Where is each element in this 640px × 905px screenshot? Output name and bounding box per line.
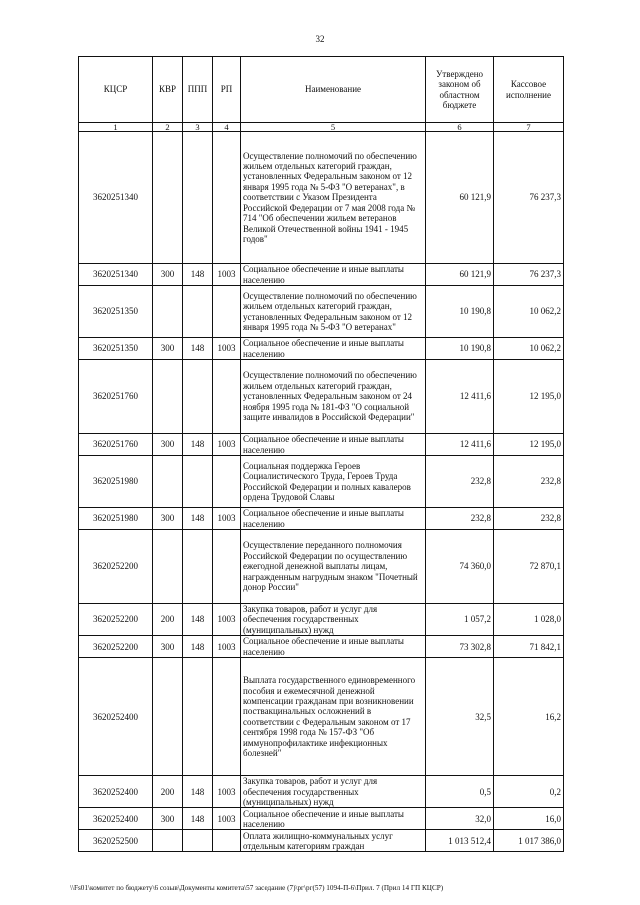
header-kcsr: КЦСР: [79, 57, 153, 123]
ppp-cell: 148: [183, 264, 213, 286]
approved-amount: 60 121,9: [426, 132, 494, 264]
execution-amount: 10 062,2: [494, 338, 564, 360]
name-cell: Оплата жилищно-коммунальных услуг отдельным категориям граждан: [241, 830, 426, 852]
kvr-cell: 300: [153, 338, 183, 360]
approved-amount: 60 121,9: [426, 264, 494, 286]
execution-amount: 16,2: [494, 658, 564, 776]
table-row: [79, 830, 564, 852]
table-row: [79, 808, 564, 830]
rp-cell: [213, 286, 241, 338]
file-path-footer: \\Fs01\комитет по бюджету\6 созыв\Документы комитета\57 заседание (7)\рг\рг(57) 1094-П-6\Прил. 7 (Прил 14 ГП КЦСР): [70, 884, 444, 892]
column-number: 5: [241, 123, 426, 132]
ppp-cell: [183, 132, 213, 264]
budget-table: [78, 56, 564, 852]
header-execution: Кассовое исполнение: [494, 57, 564, 123]
approved-amount: 32,0: [426, 808, 494, 830]
approved-amount: 232,8: [426, 508, 494, 530]
kvr-cell: 300: [153, 636, 183, 658]
kvr-cell: [153, 132, 183, 264]
column-number: 2: [153, 123, 183, 132]
execution-amount: 0,2: [494, 776, 564, 808]
column-number: 3: [183, 123, 213, 132]
kcsr-cell: 3620252500: [79, 830, 153, 852]
kcsr-cell: 3620251760: [79, 360, 153, 434]
execution-amount: 72 870,1: [494, 530, 564, 604]
ppp-cell: [183, 830, 213, 852]
name-cell: Социальная поддержка Героев Социалистического Труда, Героев Труда Российской Федерации и полных кавалеров ордена Трудовой Славы: [241, 456, 426, 508]
table-row: [79, 636, 564, 658]
kvr-cell: [153, 456, 183, 508]
kcsr-cell: 3620251350: [79, 286, 153, 338]
table-row: [79, 658, 564, 776]
header-name: Наименование: [241, 57, 426, 123]
rp-cell: [213, 658, 241, 776]
ppp-cell: [183, 360, 213, 434]
execution-amount: 12 195,0: [494, 360, 564, 434]
kvr-cell: 300: [153, 264, 183, 286]
ppp-cell: 148: [183, 508, 213, 530]
name-cell: Осуществление полномочий по обеспечению жильем отдельных категорий граждан, установленных Федеральным законом от 12 января 1995 года № 5-ФЗ "О ветеранах": [241, 286, 426, 338]
table-row: [79, 604, 564, 636]
approved-amount: 12 411,6: [426, 434, 494, 456]
table-row: [79, 456, 564, 508]
kcsr-cell: 3620251340: [79, 132, 153, 264]
name-cell: Осуществление переданного полномочия Российской Федерации по осуществлению ежегодной денежной выплаты лицам, награжденным нагрудным знаком "Почетный донор России": [241, 530, 426, 604]
kcsr-cell: 3620252200: [79, 604, 153, 636]
execution-amount: 71 842,1: [494, 636, 564, 658]
execution-amount: 16,0: [494, 808, 564, 830]
execution-amount: 10 062,2: [494, 286, 564, 338]
rp-cell: 1003: [213, 264, 241, 286]
approved-amount: 12 411,6: [426, 360, 494, 434]
kcsr-cell: 3620251340: [79, 264, 153, 286]
header-row: [79, 57, 564, 123]
kcsr-cell: 3620251980: [79, 456, 153, 508]
rp-cell: 1003: [213, 604, 241, 636]
column-number: 7: [494, 123, 564, 132]
rp-cell: [213, 360, 241, 434]
name-cell: Осуществление полномочий по обеспечению жильем отдельных категорий граждан, установленных Федеральным законом от 24 ноября 1995 года № 181-ФЗ "О социальной защите инвалидов в Российской Федерации": [241, 360, 426, 434]
kcsr-cell: 3620252400: [79, 808, 153, 830]
name-cell: Осуществление полномочий по обеспечению жильем отдельных категорий граждан, установленных Федеральным законом от 12 января 1995 года № 5-ФЗ "О ветеранах", в соответствии с Указом Президента Российской Федерации от 7 мая 2008 года № 714 "Об обеспечении жильем ветеранов Великой Отечественной войны 1941 - 1945 годов": [241, 132, 426, 264]
kvr-cell: [153, 658, 183, 776]
execution-amount: 1 017 386,0: [494, 830, 564, 852]
ppp-cell: 148: [183, 338, 213, 360]
ppp-cell: [183, 456, 213, 508]
column-number-row: [79, 123, 564, 132]
kvr-cell: 300: [153, 434, 183, 456]
kvr-cell: [153, 830, 183, 852]
approved-amount: 1 057,2: [426, 604, 494, 636]
ppp-cell: [183, 530, 213, 604]
name-cell: Социальное обеспечение и иные выплаты населению: [241, 508, 426, 530]
rp-cell: 1003: [213, 776, 241, 808]
name-cell: Социальное обеспечение и иные выплаты населению: [241, 434, 426, 456]
kcsr-cell: 3620252200: [79, 530, 153, 604]
kcsr-cell: 3620252200: [79, 636, 153, 658]
column-number: 1: [79, 123, 153, 132]
kvr-cell: [153, 530, 183, 604]
table-row: [79, 360, 564, 434]
table-row: [79, 530, 564, 604]
execution-amount: 1 028,0: [494, 604, 564, 636]
name-cell: Социальное обеспечение и иные выплаты населению: [241, 264, 426, 286]
kcsr-cell: 3620252400: [79, 776, 153, 808]
approved-amount: 32,5: [426, 658, 494, 776]
page-number: 32: [315, 34, 325, 44]
ppp-cell: 148: [183, 776, 213, 808]
column-number: 4: [213, 123, 241, 132]
ppp-cell: [183, 658, 213, 776]
rp-cell: [213, 132, 241, 264]
kvr-cell: [153, 360, 183, 434]
execution-amount: 76 237,3: [494, 264, 564, 286]
table-row: [79, 132, 564, 264]
approved-amount: 1 013 512,4: [426, 830, 494, 852]
table-row: [79, 508, 564, 530]
kvr-cell: 300: [153, 508, 183, 530]
header-ppp: ППП: [183, 57, 213, 123]
rp-cell: 1003: [213, 338, 241, 360]
kvr-cell: 200: [153, 776, 183, 808]
rp-cell: [213, 830, 241, 852]
rp-cell: 1003: [213, 808, 241, 830]
ppp-cell: [183, 286, 213, 338]
approved-amount: 10 190,8: [426, 338, 494, 360]
kcsr-cell: 3620251350: [79, 338, 153, 360]
execution-amount: 76 237,3: [494, 132, 564, 264]
kcsr-cell: 3620252400: [79, 658, 153, 776]
name-cell: Социальное обеспечение и иные выплаты населению: [241, 338, 426, 360]
kcsr-cell: 3620251760: [79, 434, 153, 456]
table-row: [79, 338, 564, 360]
kvr-cell: 200: [153, 604, 183, 636]
approved-amount: 74 360,0: [426, 530, 494, 604]
kvr-cell: [153, 286, 183, 338]
name-cell: Закупка товаров, работ и услуг для обеспечения государственных (муниципальных) нужд: [241, 776, 426, 808]
rp-cell: [213, 456, 241, 508]
rp-cell: 1003: [213, 508, 241, 530]
ppp-cell: 148: [183, 434, 213, 456]
execution-amount: 232,8: [494, 508, 564, 530]
approved-amount: 10 190,8: [426, 286, 494, 338]
approved-amount: 73 302,8: [426, 636, 494, 658]
ppp-cell: 148: [183, 808, 213, 830]
header-rp: РП: [213, 57, 241, 123]
header-approved: Утверждено законом об областном бюджете: [426, 57, 494, 123]
kcsr-cell: 3620251980: [79, 508, 153, 530]
ppp-cell: 148: [183, 604, 213, 636]
approved-amount: 0,5: [426, 776, 494, 808]
column-number: 6: [426, 123, 494, 132]
name-cell: Социальное обеспечение и иные выплаты населению: [241, 808, 426, 830]
table-row: [79, 776, 564, 808]
table-row: [79, 264, 564, 286]
rp-cell: 1003: [213, 636, 241, 658]
rp-cell: [213, 530, 241, 604]
name-cell: Закупка товаров, работ и услуг для обеспечения государственных (муниципальных) нужд: [241, 604, 426, 636]
execution-amount: 232,8: [494, 456, 564, 508]
name-cell: Выплата государственного единовременного пособия и ежемесячной денежной компенсации гражданам при возникновении поствакцинальных осложнений в соответствии с Федеральным законом от 17 сентября 1998 года № 157-ФЗ "Об иммунопрофилактике инфекционных болезней": [241, 658, 426, 776]
table-row: [79, 434, 564, 456]
execution-amount: 12 195,0: [494, 434, 564, 456]
ppp-cell: 148: [183, 636, 213, 658]
header-kvr: КВР: [153, 57, 183, 123]
name-cell: Социальное обеспечение и иные выплаты населению: [241, 636, 426, 658]
table-row: [79, 286, 564, 338]
approved-amount: 232,8: [426, 456, 494, 508]
rp-cell: 1003: [213, 434, 241, 456]
kvr-cell: 300: [153, 808, 183, 830]
